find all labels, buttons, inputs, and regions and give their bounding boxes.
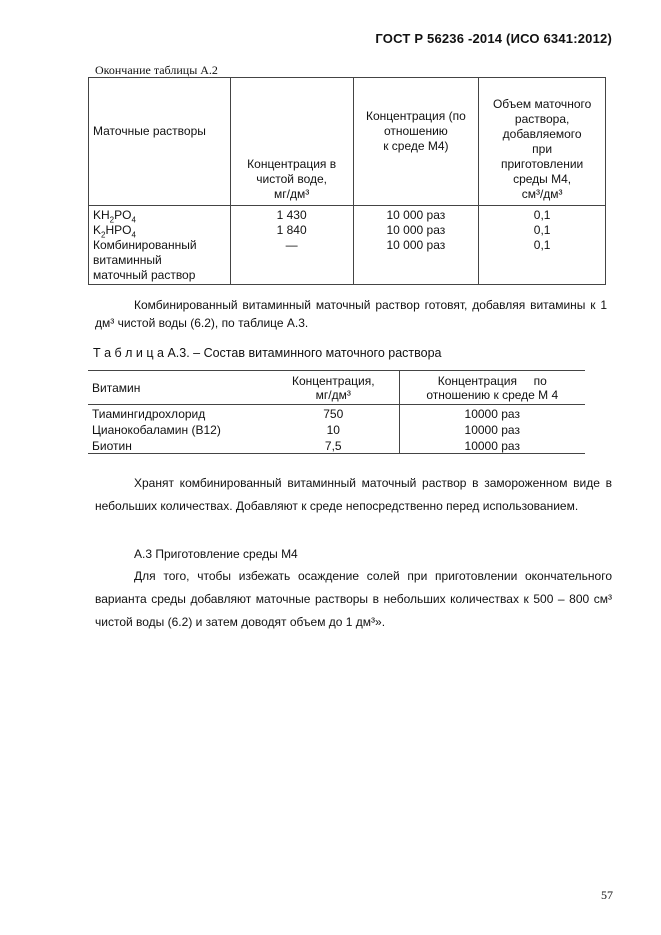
row-volume: 0,1 — [479, 206, 606, 224]
row-ratio: 10000 раз — [399, 437, 585, 454]
formula-part: K — [93, 223, 102, 237]
table-row — [89, 223, 606, 238]
table-row — [88, 437, 585, 454]
header-text: при — [532, 142, 553, 156]
row-name-line: маточный раствор — [93, 268, 196, 282]
table-a3-header-row — [88, 371, 585, 405]
row-ratio: 10 000 раз — [353, 223, 479, 238]
row-name — [89, 206, 231, 224]
page-number: 57 — [601, 888, 613, 902]
row-volume: 0,1 — [479, 238, 606, 285]
row-ratio: 10 000 раз — [353, 206, 479, 224]
formula-subscript: 4 — [131, 230, 136, 240]
table-a3 — [88, 370, 585, 454]
header-concentration-ratio — [353, 78, 479, 206]
header-text: отношению — [383, 124, 448, 138]
formula-subscript: 4 — [131, 215, 136, 225]
table-row — [88, 421, 585, 437]
formula-subscript: 2 — [101, 230, 106, 240]
header-text: чистой воде, — [256, 172, 327, 186]
row-vitamin: Тиамингидрохлорид — [92, 407, 206, 421]
row-concentration: 7,5 — [268, 437, 399, 454]
header-concentration — [268, 371, 399, 405]
table-a2-caption: Окончание таблицы А.2 — [95, 63, 218, 77]
row-ratio: 10000 раз — [464, 407, 520, 421]
table-row — [89, 206, 606, 224]
row-vitamin: Цианокобаламин (В12) — [92, 423, 221, 437]
table-a2-header-row — [89, 78, 606, 206]
row-name — [89, 238, 231, 285]
row-name-line: Комбинированный — [93, 238, 197, 252]
header-text: Объем маточного — [492, 97, 592, 111]
header-text: мг/дм³ — [274, 187, 310, 201]
paragraph-m4-preparation: Для того, чтобы избежать осаждение солей при приготовлении окончательного варианта среды добавляют маточные растворы в небольших количествах к 500 – 800 см³ чистой воды (6.2) и затем доводят объем до 1 дм³». — [95, 569, 612, 629]
header-text: к среде М4) — [383, 139, 449, 153]
section-title: А.3 Приготовление среды М4 — [134, 547, 298, 561]
row-ratio: 10000 раз — [464, 423, 520, 437]
header-text: среды М4, — [513, 172, 572, 186]
formula-part: KH — [93, 208, 110, 222]
formula-part: PO — [114, 208, 132, 222]
table-row — [88, 405, 585, 422]
row-vitamin: Биотин — [88, 437, 268, 454]
header-text: Концентрация в — [247, 157, 337, 171]
table-row — [89, 238, 606, 285]
document-header: ГОСТ Р 56236 -2014 (ИСО 6341:2012) — [375, 31, 612, 46]
header-concentration-water — [230, 78, 353, 206]
header-vitamin: Витамин — [88, 371, 268, 405]
row-ratio: 10 000 раз — [353, 238, 479, 285]
formula-subscript: 2 — [109, 215, 115, 225]
header-text: раствора, — [514, 112, 570, 126]
row-concentration: 1 840 — [230, 223, 353, 238]
formula-part: HPO — [105, 223, 132, 237]
row-concentration: — — [230, 238, 353, 285]
header-text: добавляемого — [502, 127, 582, 141]
row-name — [89, 223, 231, 238]
header-text: мг/дм³ — [315, 387, 351, 402]
row-name-line: витаминный — [93, 253, 162, 267]
header-text: см³/дм³ — [521, 187, 563, 201]
paragraph-vitamin-preparation: Комбинированный витаминный маточный раствор готовят, добавляя витамины к 1 дм³ чистой воды (6.2), по таблице А.3. — [95, 298, 607, 330]
header-stock-solutions: Маточные растворы — [89, 78, 231, 206]
header-text: Концентрация по — [437, 373, 547, 388]
header-text: Концентрация, — [291, 373, 375, 388]
table-a2 — [88, 77, 606, 285]
header-text: отношению к среде М 4 — [426, 387, 559, 402]
row-concentration: 1 430 — [230, 206, 353, 224]
row-volume: 0,1 — [479, 223, 606, 238]
row-concentration: 10 — [268, 421, 399, 437]
header-ratio — [399, 371, 585, 405]
paragraph-storage: Хранят комбинированный витаминный маточный раствор в замороженном виде в небольших количествах. Добавляют к среде непосредственно перед использованием. — [95, 476, 612, 513]
table-a3-caption: Т а б л и ц а А.3. – Состав витаминного маточного раствора — [93, 346, 442, 360]
header-text: Концентрация (по — [366, 109, 466, 123]
header-volume — [479, 78, 606, 206]
row-concentration: 750 — [268, 405, 399, 422]
header-text: приготовлении — [500, 157, 584, 171]
